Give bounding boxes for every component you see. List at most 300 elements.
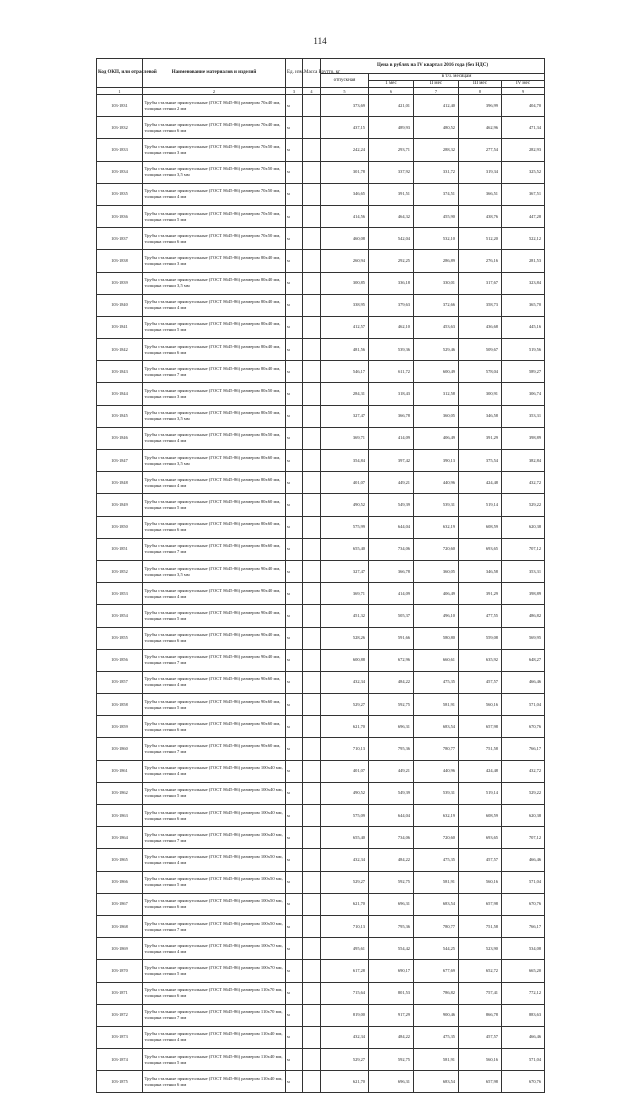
product-code: 103-1847 [97,450,143,472]
product-name: Трубы стальные прямоугольные (ГОСТ 8645-86) размером 80х50 мм, толщина стенки 3,5 мм [143,405,286,427]
table-row [97,161,545,183]
product-code: 103-1854 [97,605,143,627]
price-month-4: 432,72 [502,472,545,494]
price-month-3: 657,98 [459,1071,502,1093]
price-current: 529,27 [321,694,369,716]
price-month-2: 786,82 [414,982,459,1004]
current-price-header: отпускная [321,74,369,88]
mass-cell [303,960,321,982]
price-month-4: 445,16 [502,316,545,338]
mass-cell [303,938,321,960]
price-current: 346,65 [321,183,369,205]
price-month-1: 484,22 [369,671,414,693]
table-row [97,516,545,538]
price-month-3: 477,55 [459,605,502,627]
product-name: Трубы стальные прямоугольные (ГОСТ 8645-86) размером 80х60 мм, толщина стенки 7 мм [143,538,286,560]
price-month-4: 365,70 [502,294,545,316]
product-code: 103-1832 [97,117,143,139]
price-current: 481,56 [321,339,369,361]
price-month-4: 404,70 [502,95,545,117]
price-current: 414,56 [321,205,369,227]
price-month-4: 620,38 [502,805,545,827]
table-row [97,605,545,627]
product-name: Трубы стальные прямоугольные (ГОСТ 8645-86) размером 80х40 мм, толщина стенки 5 мм [143,316,286,338]
price-month-1: 414,09 [369,583,414,605]
price-month-4: 367,51 [502,183,545,205]
price-month-4: 353,31 [502,560,545,582]
product-code: 103-1833 [97,139,143,161]
product-name: Трубы стальные прямоугольные (ГОСТ 8645-86) размером 90х40 мм, толщина стенки 6 мм [143,627,286,649]
price-month-2: 390,13 [414,450,459,472]
product-code: 103-1869 [97,938,143,960]
price-month-2: 412,40 [414,95,459,117]
product-name: Трубы стальные прямоугольные (ГОСТ 8645-86) размером 90х40 мм, толщина стенки 4 мм [143,583,286,605]
product-code: 103-1874 [97,1049,143,1071]
price-current: 600,88 [321,649,369,671]
product-name: Трубы стальные прямоугольные (ГОСТ 8645-86) размером 80х60 мм, толщина стенки 5 мм [143,494,286,516]
price-month-4: 620,38 [502,516,545,538]
price-current: 432,34 [321,849,369,871]
unit-cell: м [286,671,303,693]
month-2-header: II мес [414,81,459,88]
product-name: Трубы стальные прямоугольные (ГОСТ 8645-86) размером 80х60 мм, толщина стенки 3,5 мм [143,450,286,472]
price-month-4: 486,82 [502,605,545,627]
table-row [97,694,545,716]
product-code: 103-1863 [97,805,143,827]
price-month-1: 611,72 [369,361,414,383]
table-row [97,494,545,516]
unit-cell: м [286,716,303,738]
price-month-4: 571,04 [502,871,545,893]
mass-cell [303,427,321,449]
price-current: 412,57 [321,316,369,338]
price-month-4: 471,34 [502,117,545,139]
unit-cell: м [286,205,303,227]
table-row [97,316,545,338]
price-month-2: 581,91 [414,694,459,716]
product-name: Трубы стальные прямоугольные (ГОСТ 8645-86) размером 100х70 мм, толщина стенки 5 мм [143,960,286,982]
price-month-4: 466,46 [502,1026,545,1048]
product-name: Трубы стальные прямоугольные (ГОСТ 8645-86) размером 100х50 мм, толщина стенки 4 мм [143,849,286,871]
mass-cell [303,671,321,693]
table-row [97,1049,545,1071]
unit-cell: м [286,805,303,827]
product-name: Трубы стальные прямоугольные (ГОСТ 8645-86) размером 110х40 мм, толщина стенки 6 мм [143,1071,286,1093]
unit-cell: м [286,405,303,427]
unit-header: Ед. изм. [286,59,303,88]
product-name: Трубы стальные прямоугольные (ГОСТ 8645-86) размером 80х40 мм, толщина стенки 3 мм [143,250,286,272]
product-code: 103-1831 [97,95,143,117]
price-month-4: 522,12 [502,228,545,250]
mass-cell [303,183,321,205]
price-current: 490,52 [321,494,369,516]
price-month-2: 374,51 [414,183,459,205]
product-name: Трубы стальные прямоугольные (ГОСТ 8645-86) размером 100х70 мм, толщина стенки 4 мм [143,938,286,960]
table-row [97,960,545,982]
table-row [97,405,545,427]
product-code: 103-1857 [97,671,143,693]
price-month-4: 707,12 [502,827,545,849]
price-month-1: 801,53 [369,982,414,1004]
mass-cell [303,250,321,272]
price-group-header: Цена в рублях на IV квартал 2016 года (без НДС) [321,59,545,74]
price-month-3: 751,58 [459,738,502,760]
product-code: 103-1853 [97,583,143,605]
price-month-3: 509,67 [459,339,502,361]
price-month-3: 652,72 [459,960,502,982]
price-month-1: 795,36 [369,738,414,760]
price-month-2: 539,31 [414,782,459,804]
product-code: 103-1860 [97,738,143,760]
product-name: Трубы стальные прямоугольные (ГОСТ 8645-86) размером 100х40 мм, толщина стенки 7 мм [143,827,286,849]
price-current: 437,15 [321,117,369,139]
price-current: 242,24 [321,139,369,161]
price-month-4: 382,84 [502,450,545,472]
price-month-3: 457,57 [459,671,502,693]
product-name: Трубы стальные прямоугольные (ГОСТ 8645-86) размером 80х50 мм, толщина стенки 4 мм [143,427,286,449]
col-index: 1 [97,88,143,95]
mass-cell [303,649,321,671]
product-name: Трубы стальные прямоугольные (ГОСТ 8645-86) размером 70х40 мм, толщина стенки 6 мм [143,117,286,139]
price-month-3: 396,99 [459,95,502,117]
price-current: 401,07 [321,472,369,494]
unit-cell: м [286,339,303,361]
price-month-3: 560,16 [459,1049,502,1071]
unit-cell: м [286,583,303,605]
price-current: 655,40 [321,827,369,849]
price-month-2: 544,25 [414,938,459,960]
price-month-2: 539,31 [414,494,459,516]
price-current: 432,34 [321,671,369,693]
price-month-4: 398,89 [502,583,545,605]
page-number: 114 [313,36,327,46]
unit-cell: м [286,494,303,516]
product-code: 103-1852 [97,560,143,582]
price-month-1: 391,51 [369,183,414,205]
unit-cell: м [286,605,303,627]
price-month-2: 683,54 [414,1071,459,1093]
price-month-2: 360,05 [414,405,459,427]
table-row [97,738,545,760]
price-month-4: 648,27 [502,649,545,671]
price-month-3: 346,58 [459,560,502,582]
product-name: Трубы стальные прямоугольные (ГОСТ 8645-86) размером 70х50 мм, толщина стенки 6 мм [143,228,286,250]
price-month-1: 318,43 [369,383,414,405]
table-row [97,95,545,117]
product-code: 103-1875 [97,1071,143,1093]
table-row [97,871,545,893]
price-month-3: 519,14 [459,494,502,516]
price-current: 715,64 [321,982,369,1004]
mass-cell [303,361,321,383]
price-month-3: 559,08 [459,627,502,649]
product-name: Трубы стальные прямоугольные (ГОСТ 8645-86) размером 70х50 мм, толщина стенки 3 мм [143,139,286,161]
product-name: Трубы стальные прямоугольные (ГОСТ 8645-86) размером 110х70 мм, толщина стенки 7 мм [143,1004,286,1026]
product-code: 103-1837 [97,228,143,250]
price-month-3: 424,48 [459,472,502,494]
price-month-4: 432,72 [502,760,545,782]
price-month-4: 282,93 [502,139,545,161]
unit-cell: м [286,161,303,183]
price-month-1: 549,39 [369,782,414,804]
product-code: 103-1871 [97,982,143,1004]
mass-cell [303,560,321,582]
product-code: 103-1843 [97,361,143,383]
price-month-3: 462,96 [459,117,502,139]
price-month-1: 592,75 [369,694,414,716]
month-1-header: 1 мес [369,81,414,88]
unit-cell: м [286,427,303,449]
mass-cell [303,472,321,494]
unit-cell: м [286,694,303,716]
price-month-4: 281,53 [502,250,545,272]
price-month-3: 560,16 [459,694,502,716]
table-row [97,1071,545,1093]
mass-cell [303,1004,321,1026]
price-current: 621,70 [321,1071,369,1093]
price-month-1: 696,31 [369,1071,414,1093]
price-current: 327,47 [321,560,369,582]
price-month-2: 600,49 [414,361,459,383]
price-month-1: 464,32 [369,205,414,227]
table-body [97,95,545,1093]
product-code: 103-1873 [97,1026,143,1048]
unit-cell: м [286,272,303,294]
unit-cell: м [286,849,303,871]
price-month-3: 608,59 [459,805,502,827]
mass-cell [303,871,321,893]
product-code: 103-1867 [97,893,143,915]
price-month-3: 319,34 [459,161,502,183]
mass-cell [303,228,321,250]
price-month-4: 766,17 [502,738,545,760]
product-name: Трубы стальные прямоугольные (ГОСТ 8645-86) размером 70х40 мм, толщина стенки 2 мм [143,95,286,117]
price-current: 260,94 [321,250,369,272]
price-month-1: 462,10 [369,316,414,338]
unit-cell: м [286,915,303,937]
price-month-3: 358,73 [459,294,502,316]
mass-cell [303,1071,321,1093]
product-name: Трубы стальные прямоугольные (ГОСТ 8645-86) размером 90х60 мм, толщина стенки 4 мм [143,671,286,693]
table-row [97,649,545,671]
price-month-1: 414,09 [369,427,414,449]
price-current: 528,26 [321,627,369,649]
product-code: 103-1850 [97,516,143,538]
price-month-2: 900,46 [414,1004,459,1026]
product-name: Трубы стальные прямоугольные (ГОСТ 8645-86) размером 80х50 мм, толщина стенки 3 мм [143,383,286,405]
price-month-4: 772,12 [502,982,545,1004]
product-name: Трубы стальные прямоугольные (ГОСТ 8645-86) размером 90х60 мм, толщина стенки 5 мм [143,694,286,716]
unit-cell: м [286,117,303,139]
price-month-4: 529,22 [502,782,545,804]
price-month-2: 406,49 [414,583,459,605]
mass-cell [303,95,321,117]
product-code: 103-1838 [97,250,143,272]
price-current: 460,08 [321,228,369,250]
price-month-3: 391,29 [459,427,502,449]
price-month-3: 519,14 [459,782,502,804]
unit-cell: м [286,472,303,494]
price-month-3: 751,58 [459,915,502,937]
price-month-1: 337,92 [369,161,414,183]
price-current: 546,17 [321,361,369,383]
table-row [97,538,545,560]
mass-cell [303,915,321,937]
mass-cell [303,1026,321,1048]
price-month-3: 635,92 [459,649,502,671]
table-row [97,716,545,738]
price-current: 338,95 [321,294,369,316]
product-name: Трубы стальные прямоугольные (ГОСТ 8645-86) размером 80х60 мм, толщина стенки 4 мм [143,472,286,494]
product-name: Трубы стальные прямоугольные (ГОСТ 8645-86) размером 80х60 мм, толщина стенки 6 мм [143,516,286,538]
price-month-4: 353,31 [502,405,545,427]
product-name: Трубы стальные прямоугольные (ГОСТ 8645-86) размером 100х40 мм, толщина стенки 4 мм [143,760,286,782]
table-row [97,294,545,316]
unit-cell: м [286,228,303,250]
price-month-3: 438,76 [459,205,502,227]
price-current: 354,84 [321,450,369,472]
price-month-2: 480,52 [414,117,459,139]
month-3-header: III мес [459,81,502,88]
price-month-1: 542,04 [369,228,414,250]
product-name: Трубы стальные прямоугольные (ГОСТ 8645-86) размером 100х40 мм, толщина стенки 5 мм [143,782,286,804]
price-current: 401,07 [321,760,369,782]
table-row [97,827,545,849]
table-row [97,782,545,804]
unit-cell: м [286,871,303,893]
price-month-1: 293,71 [369,139,414,161]
mass-cell [303,716,321,738]
unit-cell: м [286,627,303,649]
product-code: 103-1865 [97,849,143,871]
table-row [97,915,545,937]
price-month-2: 288,32 [414,139,459,161]
price-month-4: 665,20 [502,960,545,982]
unit-cell: м [286,893,303,915]
price-month-3: 657,98 [459,716,502,738]
price-month-1: 449,21 [369,472,414,494]
product-name: Трубы стальные прямоугольные (ГОСТ 8645-86) размером 80х40 мм, толщина стенки 4 мм [143,294,286,316]
price-month-3: 578,04 [459,361,502,383]
product-code: 103-1851 [97,538,143,560]
price-current: 301,78 [321,161,369,183]
price-month-4: 519,56 [502,339,545,361]
price-month-3: 366,51 [459,183,502,205]
price-month-3: 300,91 [459,383,502,405]
col-index: 8 [459,88,502,95]
table-row [97,560,545,582]
price-month-4: 447,28 [502,205,545,227]
price-month-4: 398,89 [502,427,545,449]
unit-cell: м [286,738,303,760]
mass-cell [303,516,321,538]
price-month-4: 670,76 [502,1071,545,1093]
table-row [97,228,545,250]
price-month-3: 424,48 [459,760,502,782]
price-month-2: 312,58 [414,383,459,405]
mass-cell [303,205,321,227]
product-code: 103-1855 [97,627,143,649]
unit-cell: м [286,139,303,161]
product-code: 103-1859 [97,716,143,738]
table-header [97,59,545,95]
mass-cell [303,782,321,804]
price-month-2: 529,46 [414,339,459,361]
price-month-3: 391,29 [459,583,502,605]
price-month-1: 292,25 [369,250,414,272]
col-index: 6 [369,88,414,95]
price-month-3: 317,67 [459,272,502,294]
mass-cell [303,339,321,361]
mass-cell [303,738,321,760]
price-month-1: 795,36 [369,915,414,937]
price-month-2: 475,35 [414,671,459,693]
product-code: 103-1866 [97,871,143,893]
product-name: Трубы стальные прямоугольные (ГОСТ 8645-86) размером 70х50 мм, толщина стенки 4 мм [143,183,286,205]
table-row [97,1004,545,1026]
product-name: Трубы стальные прямоугольные (ГОСТ 8645-86) размером 110х40 мм, толщина стенки 4 мм [143,1026,286,1048]
table-row [97,938,545,960]
price-month-3: 866,78 [459,1004,502,1026]
table-row [97,450,545,472]
price-month-1: 421,01 [369,95,414,117]
product-name: Трубы стальные прямоугольные (ГОСТ 8645-86) размером 90х40 мм, толщина стенки 5 мм [143,605,286,627]
price-month-3: 523,90 [459,938,502,960]
product-code: 103-1862 [97,782,143,804]
price-month-4: 571,04 [502,1049,545,1071]
table-row [97,183,545,205]
product-code: 103-1870 [97,960,143,982]
price-month-4: 589,27 [502,361,545,383]
mass-cell [303,849,321,871]
price-month-3: 757,41 [459,982,502,1004]
price-month-1: 696,31 [369,716,414,738]
table-row [97,627,545,649]
price-month-4: 707,12 [502,538,545,560]
price-month-3: 560,16 [459,871,502,893]
mass-cell [303,494,321,516]
mass-cell [303,805,321,827]
mass-cell [303,450,321,472]
table-row [97,361,545,383]
mass-cell [303,1049,321,1071]
product-name: Трубы стальные прямоугольные (ГОСТ 8645-86) размером 100х50 мм, толщина стенки 7 мм [143,915,286,937]
table-row [97,982,545,1004]
table-row [97,893,545,915]
product-code: 103-1861 [97,760,143,782]
table-row [97,1026,545,1048]
product-code: 103-1858 [97,694,143,716]
price-month-2: 496,10 [414,605,459,627]
table-row [97,250,545,272]
price-month-2: 660,61 [414,649,459,671]
price-month-3: 276,16 [459,250,502,272]
price-current: 490,52 [321,782,369,804]
price-month-3: 457,57 [459,1026,502,1048]
unit-cell: м [286,361,303,383]
code-header: Код ОКП, или отраслевой [97,59,143,88]
price-month-1: 592,75 [369,871,414,893]
price-month-3: 436,68 [459,316,502,338]
price-current: 327,47 [321,405,369,427]
product-name: Трубы стальные прямоугольные (ГОСТ 8645-86) размером 90х40 мм, толщина стенки 3,5 мм [143,560,286,582]
mass-cell [303,827,321,849]
price-current: 710,13 [321,738,369,760]
price-month-2: 683,54 [414,716,459,738]
price-month-2: 677,69 [414,960,459,982]
unit-cell: м [286,760,303,782]
price-month-3: 693,65 [459,538,502,560]
